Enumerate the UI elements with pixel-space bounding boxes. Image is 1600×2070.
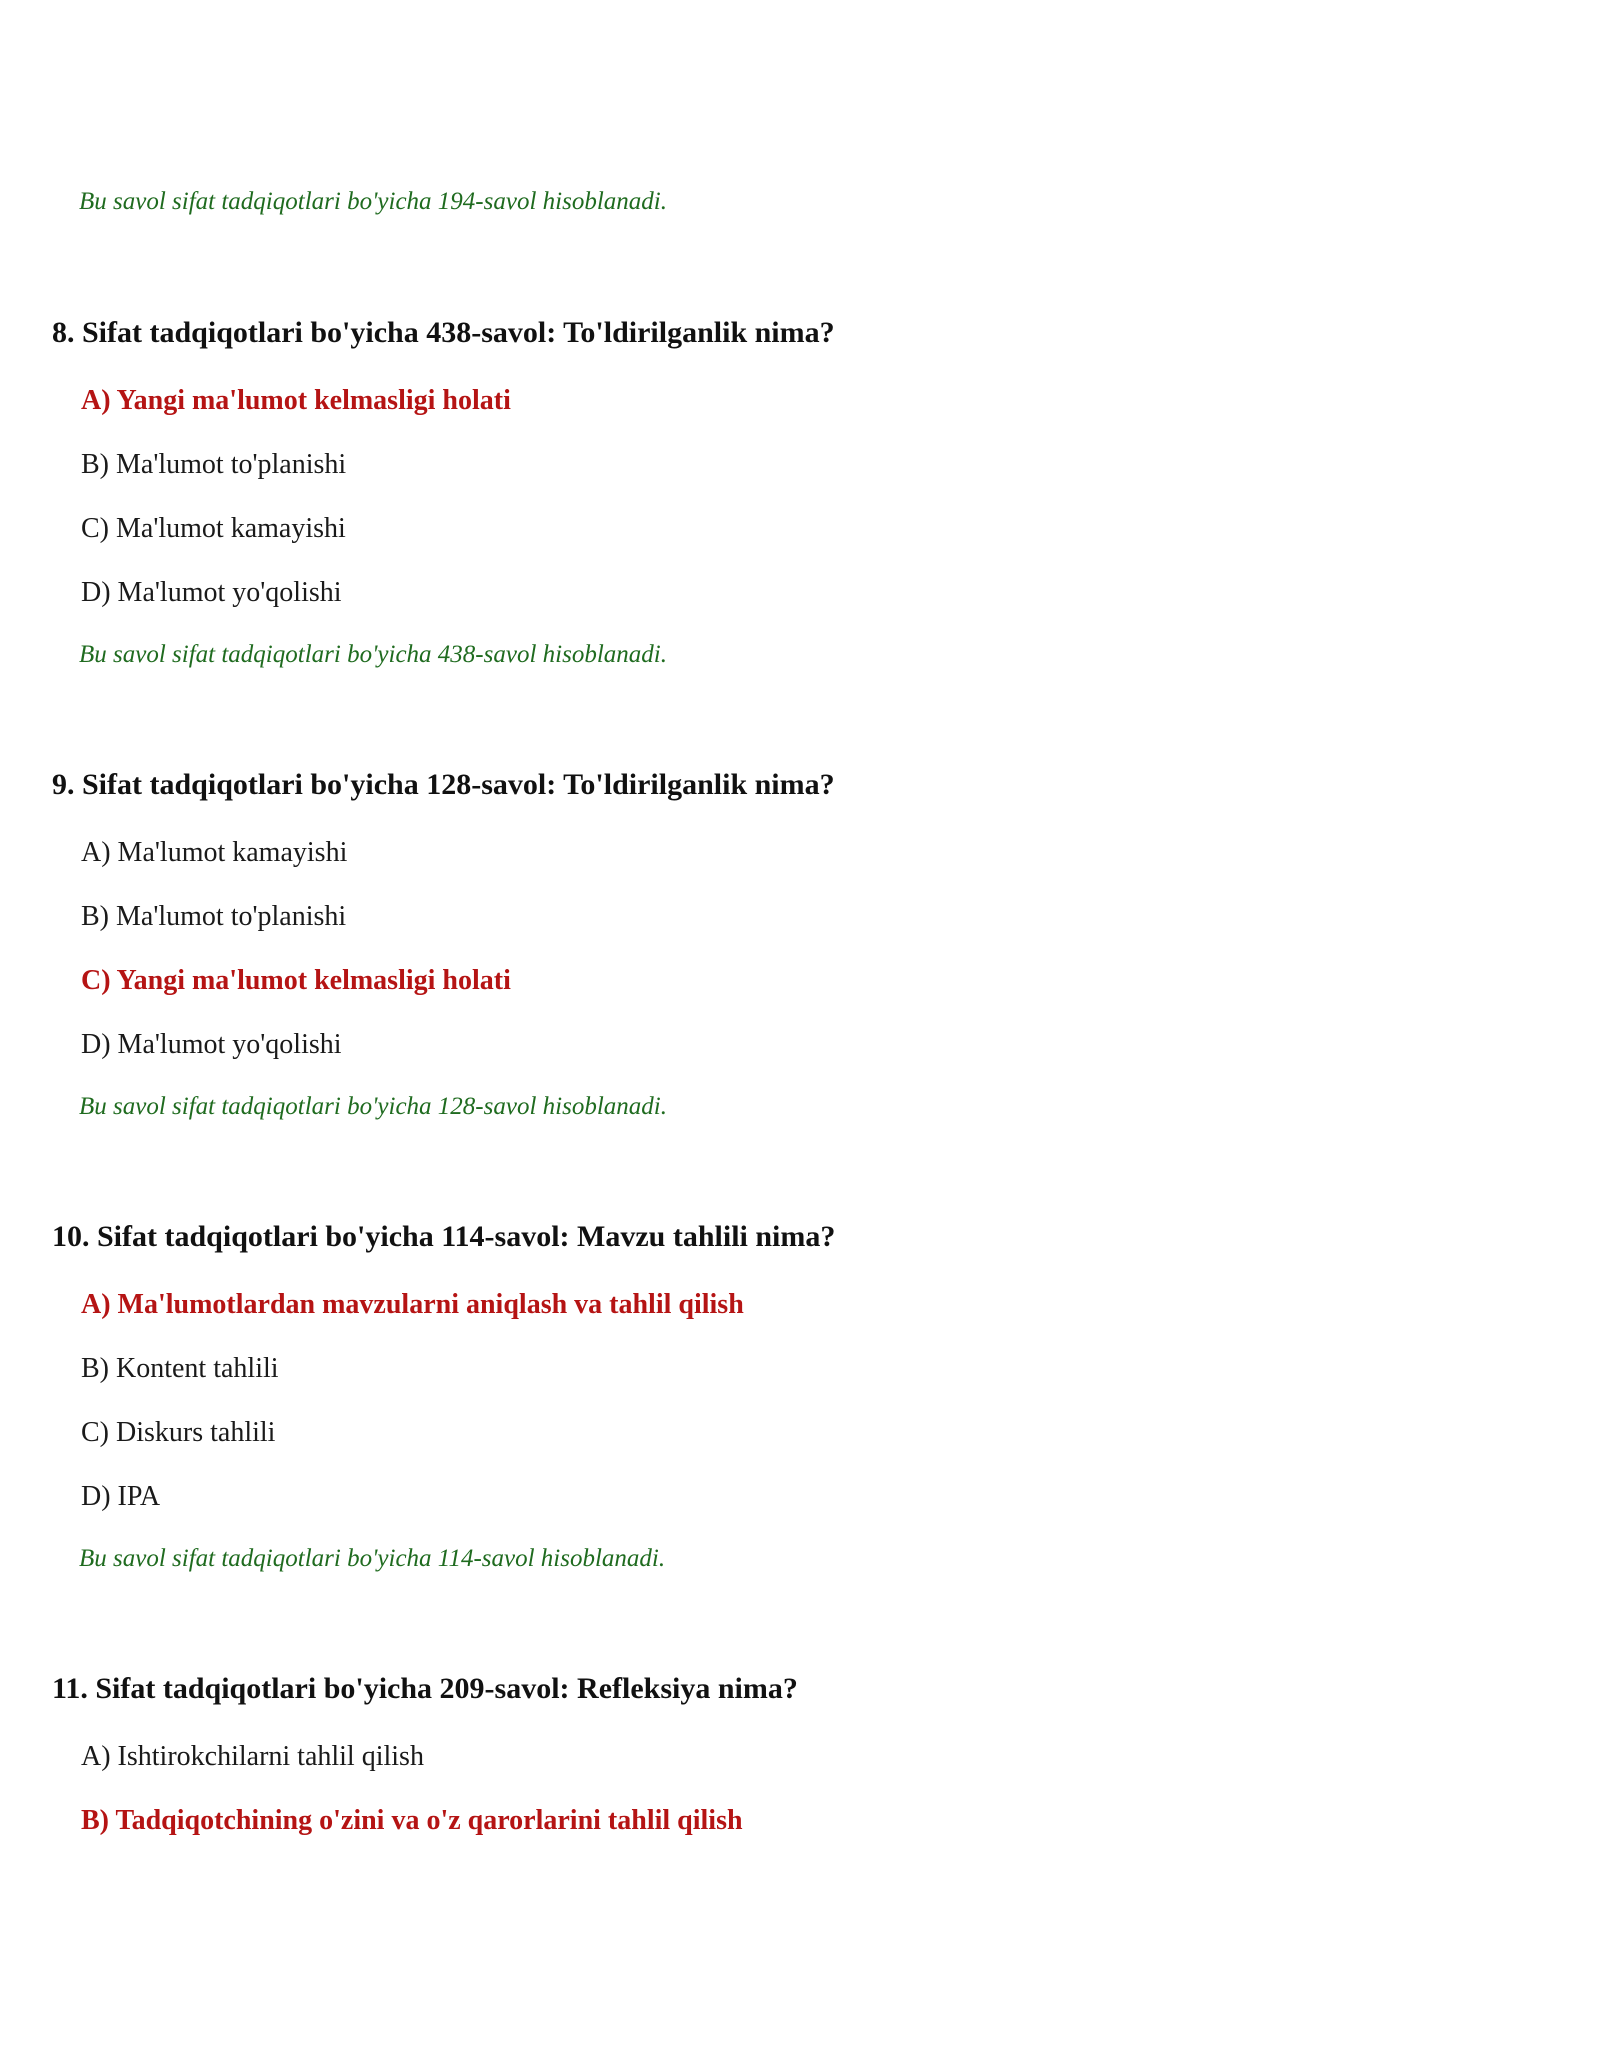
question-title: 9. Sifat tadqiqotlari bo'yicha 128-savol: To'ldirilganlik nima? [52, 768, 835, 801]
question-note: Bu savol sifat tadqiqotlari bo'yicha 438-savol hisoblanadi. [79, 641, 667, 668]
option-correct: C) Yangi ma'lumot kelmasligi holati [81, 965, 511, 996]
option: B) Kontent tahlili [81, 1353, 279, 1384]
option: C) Ma'lumot kamayishi [81, 513, 346, 544]
option: C) Diskurs tahlili [81, 1417, 276, 1448]
question-title: 11. Sifat tadqiqotlari bo'yicha 209-savol: Refleksiya nima? [52, 1672, 798, 1705]
option-correct: B) Tadqiqotchining o'zini va o'z qarorlarini tahlil qilish [81, 1805, 743, 1836]
option: A) Ma'lumot kamayishi [81, 837, 348, 868]
option: A) Ishtirokchilarni tahlil qilish [81, 1741, 424, 1772]
question-note: Bu savol sifat tadqiqotlari bo'yicha 114-savol hisoblanadi. [79, 1545, 666, 1572]
question-title: 10. Sifat tadqiqotlari bo'yicha 114-savol: Mavzu tahlili nima? [52, 1220, 836, 1253]
option: D) Ma'lumot yo'qolishi [81, 1029, 342, 1060]
option: D) Ma'lumot yo'qolishi [81, 577, 342, 608]
question-title: 8. Sifat tadqiqotlari bo'yicha 438-savol: To'ldirilganlik nima? [52, 316, 835, 349]
option-correct: A) Yangi ma'lumot kelmasligi holati [81, 385, 511, 416]
option-correct: A) Ma'lumotlardan mavzularni aniqlash va tahlil qilish [81, 1289, 744, 1320]
question-note: Bu savol sifat tadqiqotlari bo'yicha 128-savol hisoblanadi. [79, 1093, 667, 1120]
option: D) IPA [81, 1481, 161, 1512]
option: B) Ma'lumot to'planishi [81, 449, 347, 480]
option: B) Ma'lumot to'planishi [81, 901, 347, 932]
top-note: Bu savol sifat tadqiqotlari bo'yicha 194-savol hisoblanadi. [79, 188, 667, 215]
